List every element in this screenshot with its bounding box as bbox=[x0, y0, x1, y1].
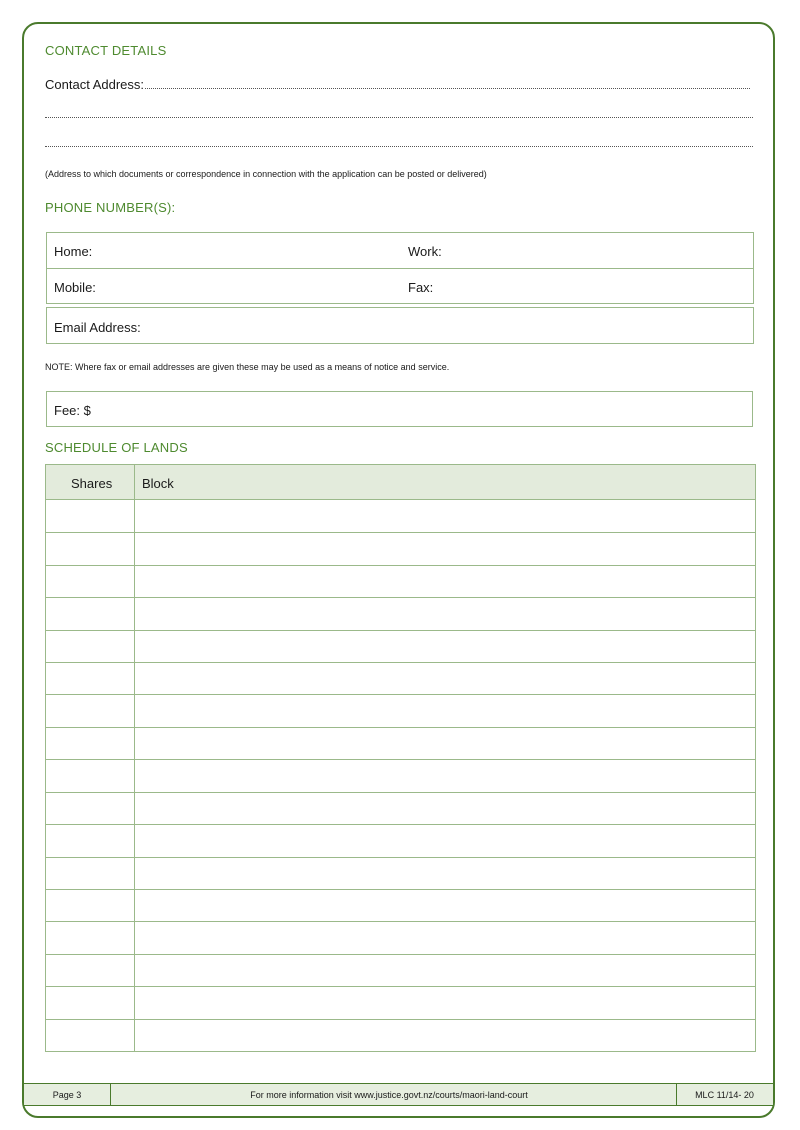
block-column-header: Block bbox=[142, 476, 174, 491]
fax-label[interactable]: Fax: bbox=[408, 280, 434, 295]
table-row[interactable] bbox=[46, 727, 755, 759]
contact-address-line-1[interactable] bbox=[145, 88, 750, 89]
table-row[interactable] bbox=[46, 630, 755, 662]
table-row[interactable] bbox=[46, 597, 755, 629]
fee-box bbox=[46, 391, 753, 427]
email-box bbox=[46, 307, 754, 344]
table-row[interactable] bbox=[46, 532, 755, 564]
table-row[interactable] bbox=[46, 565, 755, 597]
mobile-phone-label[interactable]: Mobile: bbox=[54, 280, 96, 295]
phone-row-divider bbox=[46, 268, 754, 269]
table-row[interactable] bbox=[46, 921, 755, 953]
table-row[interactable] bbox=[46, 889, 755, 921]
schedule-table-header bbox=[46, 465, 755, 500]
contact-address-line-2[interactable] bbox=[45, 117, 753, 118]
fee-label[interactable]: Fee: $ bbox=[54, 403, 91, 418]
table-row[interactable] bbox=[46, 694, 755, 726]
contact-details-heading: CONTACT DETAILS bbox=[45, 43, 167, 58]
home-phone-label[interactable]: Home: bbox=[54, 244, 93, 259]
table-row[interactable] bbox=[46, 792, 755, 824]
table-row[interactable] bbox=[46, 986, 755, 1018]
page-footer bbox=[24, 1083, 773, 1106]
table-row[interactable] bbox=[46, 759, 755, 791]
contact-address-note: (Address to which documents or correspondence in connection with the application can be posted or delivered) bbox=[45, 169, 487, 179]
footer-info-link[interactable]: For more information visit www.justice.govt.nz/courts/maori-land-court bbox=[250, 1089, 528, 1100]
table-row[interactable] bbox=[46, 824, 755, 856]
table-row[interactable] bbox=[46, 857, 755, 889]
table-row[interactable] bbox=[46, 662, 755, 694]
table-row[interactable] bbox=[46, 500, 755, 532]
email-address-label[interactable]: Email Address: bbox=[54, 320, 141, 335]
schedule-of-lands-heading: SCHEDULE OF LANDS bbox=[45, 440, 188, 455]
page-number: Page 3 bbox=[52, 1089, 82, 1100]
shares-column-header: Shares bbox=[71, 476, 113, 491]
form-code: MLC 11/14- 20 bbox=[695, 1089, 754, 1100]
schedule-table bbox=[45, 464, 756, 1052]
notice-note: NOTE: Where fax or email addresses are given these may be used as a means of notice and service. bbox=[45, 362, 450, 372]
contact-address-line-3[interactable] bbox=[45, 146, 753, 147]
table-row[interactable] bbox=[46, 954, 755, 986]
phone-numbers-heading: PHONE NUMBER(S): bbox=[45, 200, 176, 215]
work-phone-label[interactable]: Work: bbox=[408, 244, 442, 259]
contact-address-label: Contact Address: bbox=[45, 77, 144, 92]
table-row[interactable] bbox=[46, 1019, 755, 1051]
